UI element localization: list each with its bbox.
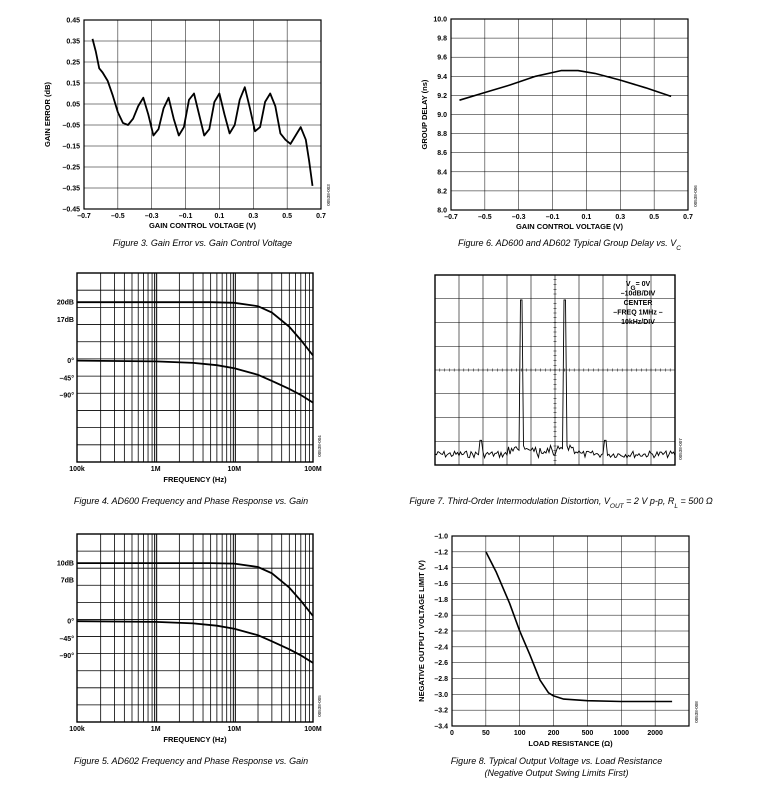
series-line-output-limit xyxy=(486,552,672,702)
legend-subscript: G xyxy=(630,284,636,292)
legend-line: CENTER xyxy=(623,300,653,307)
y-tick-label: 0.45 xyxy=(66,17,80,25)
figure-caption: Figure 8. Typical Output Voltage vs. Load Resistance xyxy=(450,756,663,766)
y-tick-label: 0.15 xyxy=(66,80,80,88)
x-tick-label: 100k xyxy=(69,466,85,473)
legend-text: V xyxy=(625,281,631,288)
x-tick-label: 1000 xyxy=(613,730,630,737)
x-tick-label: 100k xyxy=(69,726,85,733)
y-tick-label: –2.4 xyxy=(434,644,448,652)
y-tick-label: 8.8 xyxy=(437,131,447,139)
x-tick-label: –0.5 xyxy=(111,213,125,220)
y-tick-label: –0.05 xyxy=(62,122,80,130)
y-tick-label: 10.0 xyxy=(433,16,447,24)
figure-caption-line2: (Negative Output Swing Limits First) xyxy=(484,768,629,778)
y-tick-label: 0.05 xyxy=(66,101,80,109)
caption-subscript: C xyxy=(676,244,681,252)
y-tick-label: –0.45 xyxy=(62,206,80,214)
sheet-id: 00538-005 xyxy=(317,695,322,717)
sheet-id: 00538-008 xyxy=(694,701,699,723)
y-tick-label: –0.35 xyxy=(62,185,80,193)
x-tick-label: –0.7 xyxy=(77,213,91,220)
chart-output-voltage-load xyxy=(417,534,699,779)
y-tick-label: –1.6 xyxy=(434,581,448,588)
y-tick-label: –0.25 xyxy=(62,164,80,172)
x-axis-label: GAIN CONTROL VOLTAGE (V) xyxy=(148,221,257,230)
y-tick-label: 9.4 xyxy=(437,73,447,81)
chart-gain-error xyxy=(43,18,331,249)
y-tick-label: 17dB xyxy=(56,316,74,324)
x-tick-label: 0.3 xyxy=(615,214,626,221)
chart-group-delay xyxy=(420,17,698,252)
series-line-gain xyxy=(77,563,313,616)
y-tick-label: –90° xyxy=(59,652,74,660)
y-tick-label: –2.2 xyxy=(434,628,448,636)
figure-caption: Figure 5. AD602 Frequency and Phase Response vs. Gain xyxy=(73,756,309,766)
figure-caption xyxy=(409,496,713,510)
sheet-id: 00538-003 xyxy=(326,184,331,206)
y-tick-label: –3.0 xyxy=(434,691,448,699)
series-line-phase xyxy=(77,621,313,663)
y-tick-label: –3.4 xyxy=(434,723,448,731)
chart-ad602-frequency-phase xyxy=(57,534,322,766)
x-tick-label: –0.3 xyxy=(144,213,159,220)
legend-line: –FREQ 1MHz – xyxy=(613,309,663,317)
y-tick-label: 9.8 xyxy=(437,35,447,43)
caption-text: Figure 6. AD600 and AD602 Typical Group Delay vs. V xyxy=(458,238,677,248)
x-axis-label: FREQUENCY (Hz) xyxy=(163,475,227,484)
x-tick-label: 0.5 xyxy=(282,213,293,220)
x-tick-label: –0.7 xyxy=(444,214,458,221)
series-line-group-delay xyxy=(459,71,671,101)
y-axis-label: GROUP DELAY (ns) xyxy=(420,79,429,150)
x-tick-label: –0.1 xyxy=(545,214,560,221)
x-tick-label: 10M xyxy=(227,726,242,733)
x-tick-label: 500 xyxy=(581,730,594,737)
y-tick-label: –90° xyxy=(59,392,74,400)
y-tick-label: –2.8 xyxy=(434,676,448,683)
x-tick-label: –0.1 xyxy=(178,213,193,220)
sheet-id: 00538-006 xyxy=(693,185,698,207)
y-tick-label: –2.0 xyxy=(434,612,448,620)
x-tick-label: 50 xyxy=(481,730,490,737)
series-line-gain-error xyxy=(93,39,313,186)
y-tick-label: 9.6 xyxy=(437,54,447,62)
x-tick-label: 0.5 xyxy=(649,214,660,221)
x-tick-label: 10M xyxy=(227,466,242,473)
y-tick-label: 9.0 xyxy=(437,112,447,119)
legend-text: = 0V xyxy=(635,281,651,288)
x-axis-label: FREQUENCY (Hz) xyxy=(163,735,227,744)
x-tick-label: 0.7 xyxy=(316,213,326,220)
y-tick-label: 0° xyxy=(67,618,74,626)
y-tick-label: 8.4 xyxy=(437,169,447,177)
x-tick-label: 0.7 xyxy=(683,214,693,221)
y-tick-label: –0.15 xyxy=(62,143,80,151)
y-tick-label: 10dB xyxy=(56,560,74,568)
y-tick-label: –1.0 xyxy=(434,533,448,541)
chart-ad600-frequency-phase xyxy=(57,273,322,506)
x-tick-label: 0.3 xyxy=(248,213,259,220)
y-tick-label: 9.2 xyxy=(437,92,447,100)
series-line-gain xyxy=(77,302,313,355)
y-tick-label: 7dB xyxy=(60,577,74,585)
y-tick-label: –45° xyxy=(59,375,74,383)
x-tick-label: 1M xyxy=(150,726,161,733)
x-tick-label: 100M xyxy=(304,466,322,473)
caption-text: Figure 7. Third-Order Intermodulation Distortion, V xyxy=(409,496,610,506)
series-line-phase xyxy=(77,361,313,403)
y-axis-label: NEGATIVE OUTPUT VOLTAGE LIMIT (V) xyxy=(417,560,426,702)
x-tick-label: 100M xyxy=(304,726,322,733)
y-tick-label: –1.4 xyxy=(434,565,448,573)
figure-caption: Figure 4. AD600 Frequency and Phase Response vs. Gain xyxy=(73,496,309,506)
y-tick-label: –3.2 xyxy=(434,707,448,715)
y-tick-label: 0° xyxy=(67,358,74,366)
caption-subscript: L xyxy=(674,502,679,510)
caption-text: = 2 V p-p, R xyxy=(623,496,675,506)
y-tick-label: –1.8 xyxy=(434,596,448,604)
chart-intermod-distortion xyxy=(409,275,713,510)
x-tick-label: 0.1 xyxy=(581,214,592,221)
x-tick-label: 0 xyxy=(450,730,454,737)
y-tick-label: 0.25 xyxy=(66,59,80,67)
x-tick-label: 200 xyxy=(547,730,560,737)
caption-text: = 500 Ω xyxy=(678,496,713,506)
legend-line: –10dB/DIV xyxy=(620,290,656,298)
x-tick-label: 0.1 xyxy=(214,213,225,220)
y-tick-label: –2.6 xyxy=(434,660,448,668)
sheet-id: 00538-004 xyxy=(317,435,322,457)
y-tick-label: 8.0 xyxy=(437,207,447,215)
y-tick-label: –1.2 xyxy=(434,549,448,557)
x-tick-label: –0.3 xyxy=(511,214,526,221)
y-axis-label: GAIN ERROR (dB) xyxy=(43,82,52,147)
y-tick-label: –45° xyxy=(59,635,74,643)
figure-caption xyxy=(458,238,681,252)
y-tick-label: 8.2 xyxy=(437,188,447,196)
figure-caption: Figure 3. Gain Error vs. Gain Control Voltage xyxy=(112,238,293,248)
legend-line: 10kHz/DIV xyxy=(621,319,655,326)
sheet-id: 00538-007 xyxy=(678,438,683,460)
y-tick-label: 20dB xyxy=(56,299,74,307)
caption-subscript: OUT xyxy=(609,502,624,510)
y-tick-label: 0.35 xyxy=(66,38,80,46)
x-axis-label: GAIN CONTROL VOLTAGE (V) xyxy=(515,222,624,231)
x-axis-label: LOAD RESISTANCE (Ω) xyxy=(528,739,613,748)
y-tick-label: 8.6 xyxy=(437,150,447,158)
x-tick-label: 100 xyxy=(513,730,526,737)
x-tick-label: 2000 xyxy=(647,730,663,737)
x-tick-label: –0.5 xyxy=(478,214,492,221)
x-tick-label: 1M xyxy=(150,466,161,473)
